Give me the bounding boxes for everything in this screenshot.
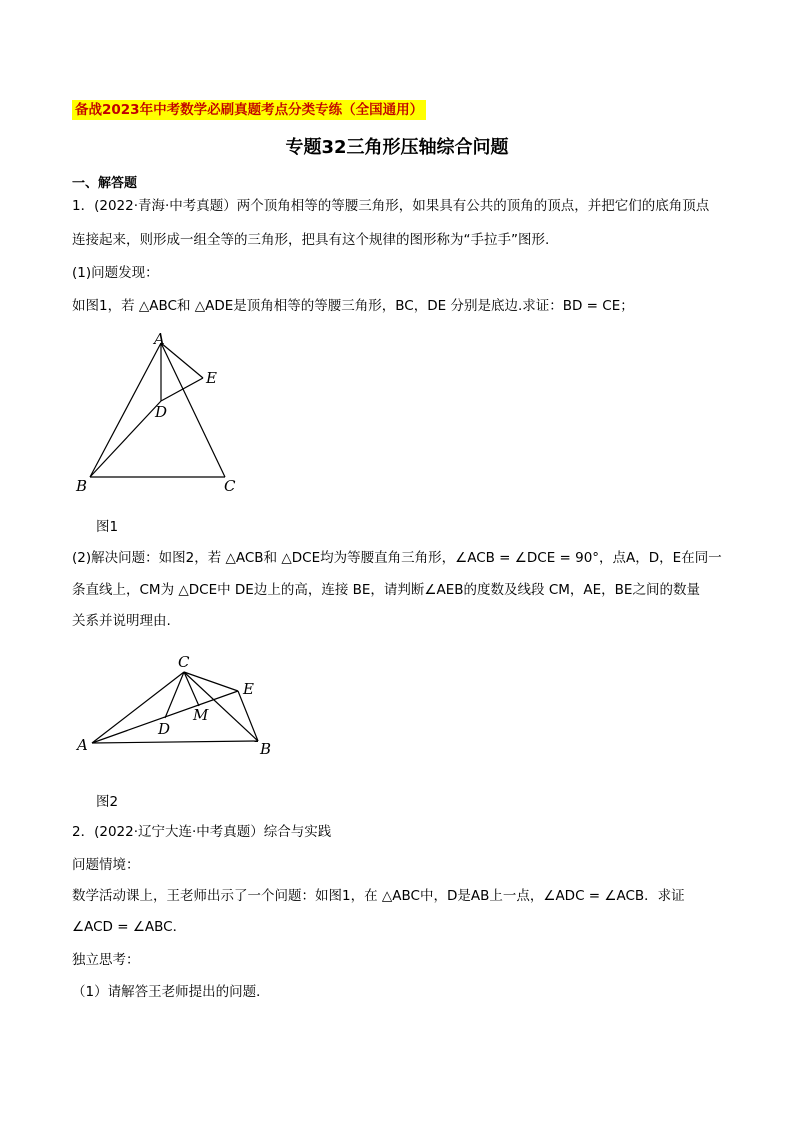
fig2-edge-ac (92, 672, 184, 743)
figure-1-caption: 图1 (96, 519, 119, 535)
fig2-label-e: E (243, 680, 254, 698)
series-banner: 备战2023年中考数学必刷真题考点分类专练（全国通用） (72, 100, 426, 120)
fig1-edge-ab (90, 343, 161, 477)
fig1-label-d: D (155, 403, 168, 421)
q1-part2-line2: 条直线上，CM为 △DCE中 DE边上的高，连接 BE，请判断∠AEB的度数及线段 CM，AE，BE之间的数量 (72, 582, 700, 598)
fig1-label-e: E (206, 369, 217, 387)
figure-2 (72, 650, 287, 765)
q2-line6: （1）请解答王老师提出的问题． (72, 984, 270, 1000)
q2-line1: 2．(2022·辽宁大连·中考真题）综合与实践 (72, 824, 332, 840)
fig2-label-m: M (193, 706, 209, 724)
figure-2-caption: 图2 (96, 794, 119, 810)
fig1-edge-ac (161, 343, 225, 477)
q2-line4: ∠ACD = ∠ABC． (72, 919, 187, 935)
fig2-edge-ce (184, 672, 238, 691)
fig2-label-c: C (178, 653, 190, 671)
figure-1 (70, 325, 260, 500)
section-heading: 一、解答题 (72, 176, 138, 191)
q1-part2-line1: (2)解决问题：如图2，若 △ACB和 △DCE均为等腰直角三角形，∠ACB = ∠DCE = 90°，点A，D，E在同一 (72, 550, 722, 566)
q1-intro-line2: 连接起来，则形成一组全等的三角形，把具有这个规律的图形称为“手拉手”图形. (72, 232, 550, 248)
fig1-label-c: C (224, 477, 236, 495)
fig1-edge-ae (161, 343, 203, 378)
q2-line3: 数学活动课上，王老师出示了一个问题：如图1，在 △ABC中，D是AB上一点，∠ADC = ∠ACB．求证 (72, 888, 685, 904)
fig2-edge-ab (92, 741, 258, 743)
q1-part2-line3: 关系并说明理由. (72, 613, 171, 629)
fig2-label-d: D (158, 720, 171, 738)
fig1-edge-de (161, 378, 203, 401)
fig2-label-b: B (260, 740, 272, 758)
q1-part1-text: 如图1，若 △ABC和 △ADE是顶角相等的等腰三角形，BC，DE 分别是底边.求证：BD = CE； (72, 298, 634, 314)
q1-part1-title: (1)问题发现： (72, 265, 159, 281)
fig1-label-b: B (76, 477, 88, 495)
fig1-label-a: A (154, 330, 165, 348)
page-title: 专题32三角形压轴综合问题 (285, 137, 509, 158)
fig2-edge-eb (238, 691, 258, 741)
q2-line5: 独立思考： (72, 952, 140, 968)
q1-intro-line1: 1．(2022·青海·中考真题）两个顶角相等的等腰三角形，如果具有公共的顶角的顶点，并把它们的底角顶点 (72, 198, 710, 214)
fig2-label-a: A (77, 736, 88, 754)
q2-line2: 问题情境： (72, 857, 140, 873)
fig1-edge-bd (90, 401, 161, 477)
